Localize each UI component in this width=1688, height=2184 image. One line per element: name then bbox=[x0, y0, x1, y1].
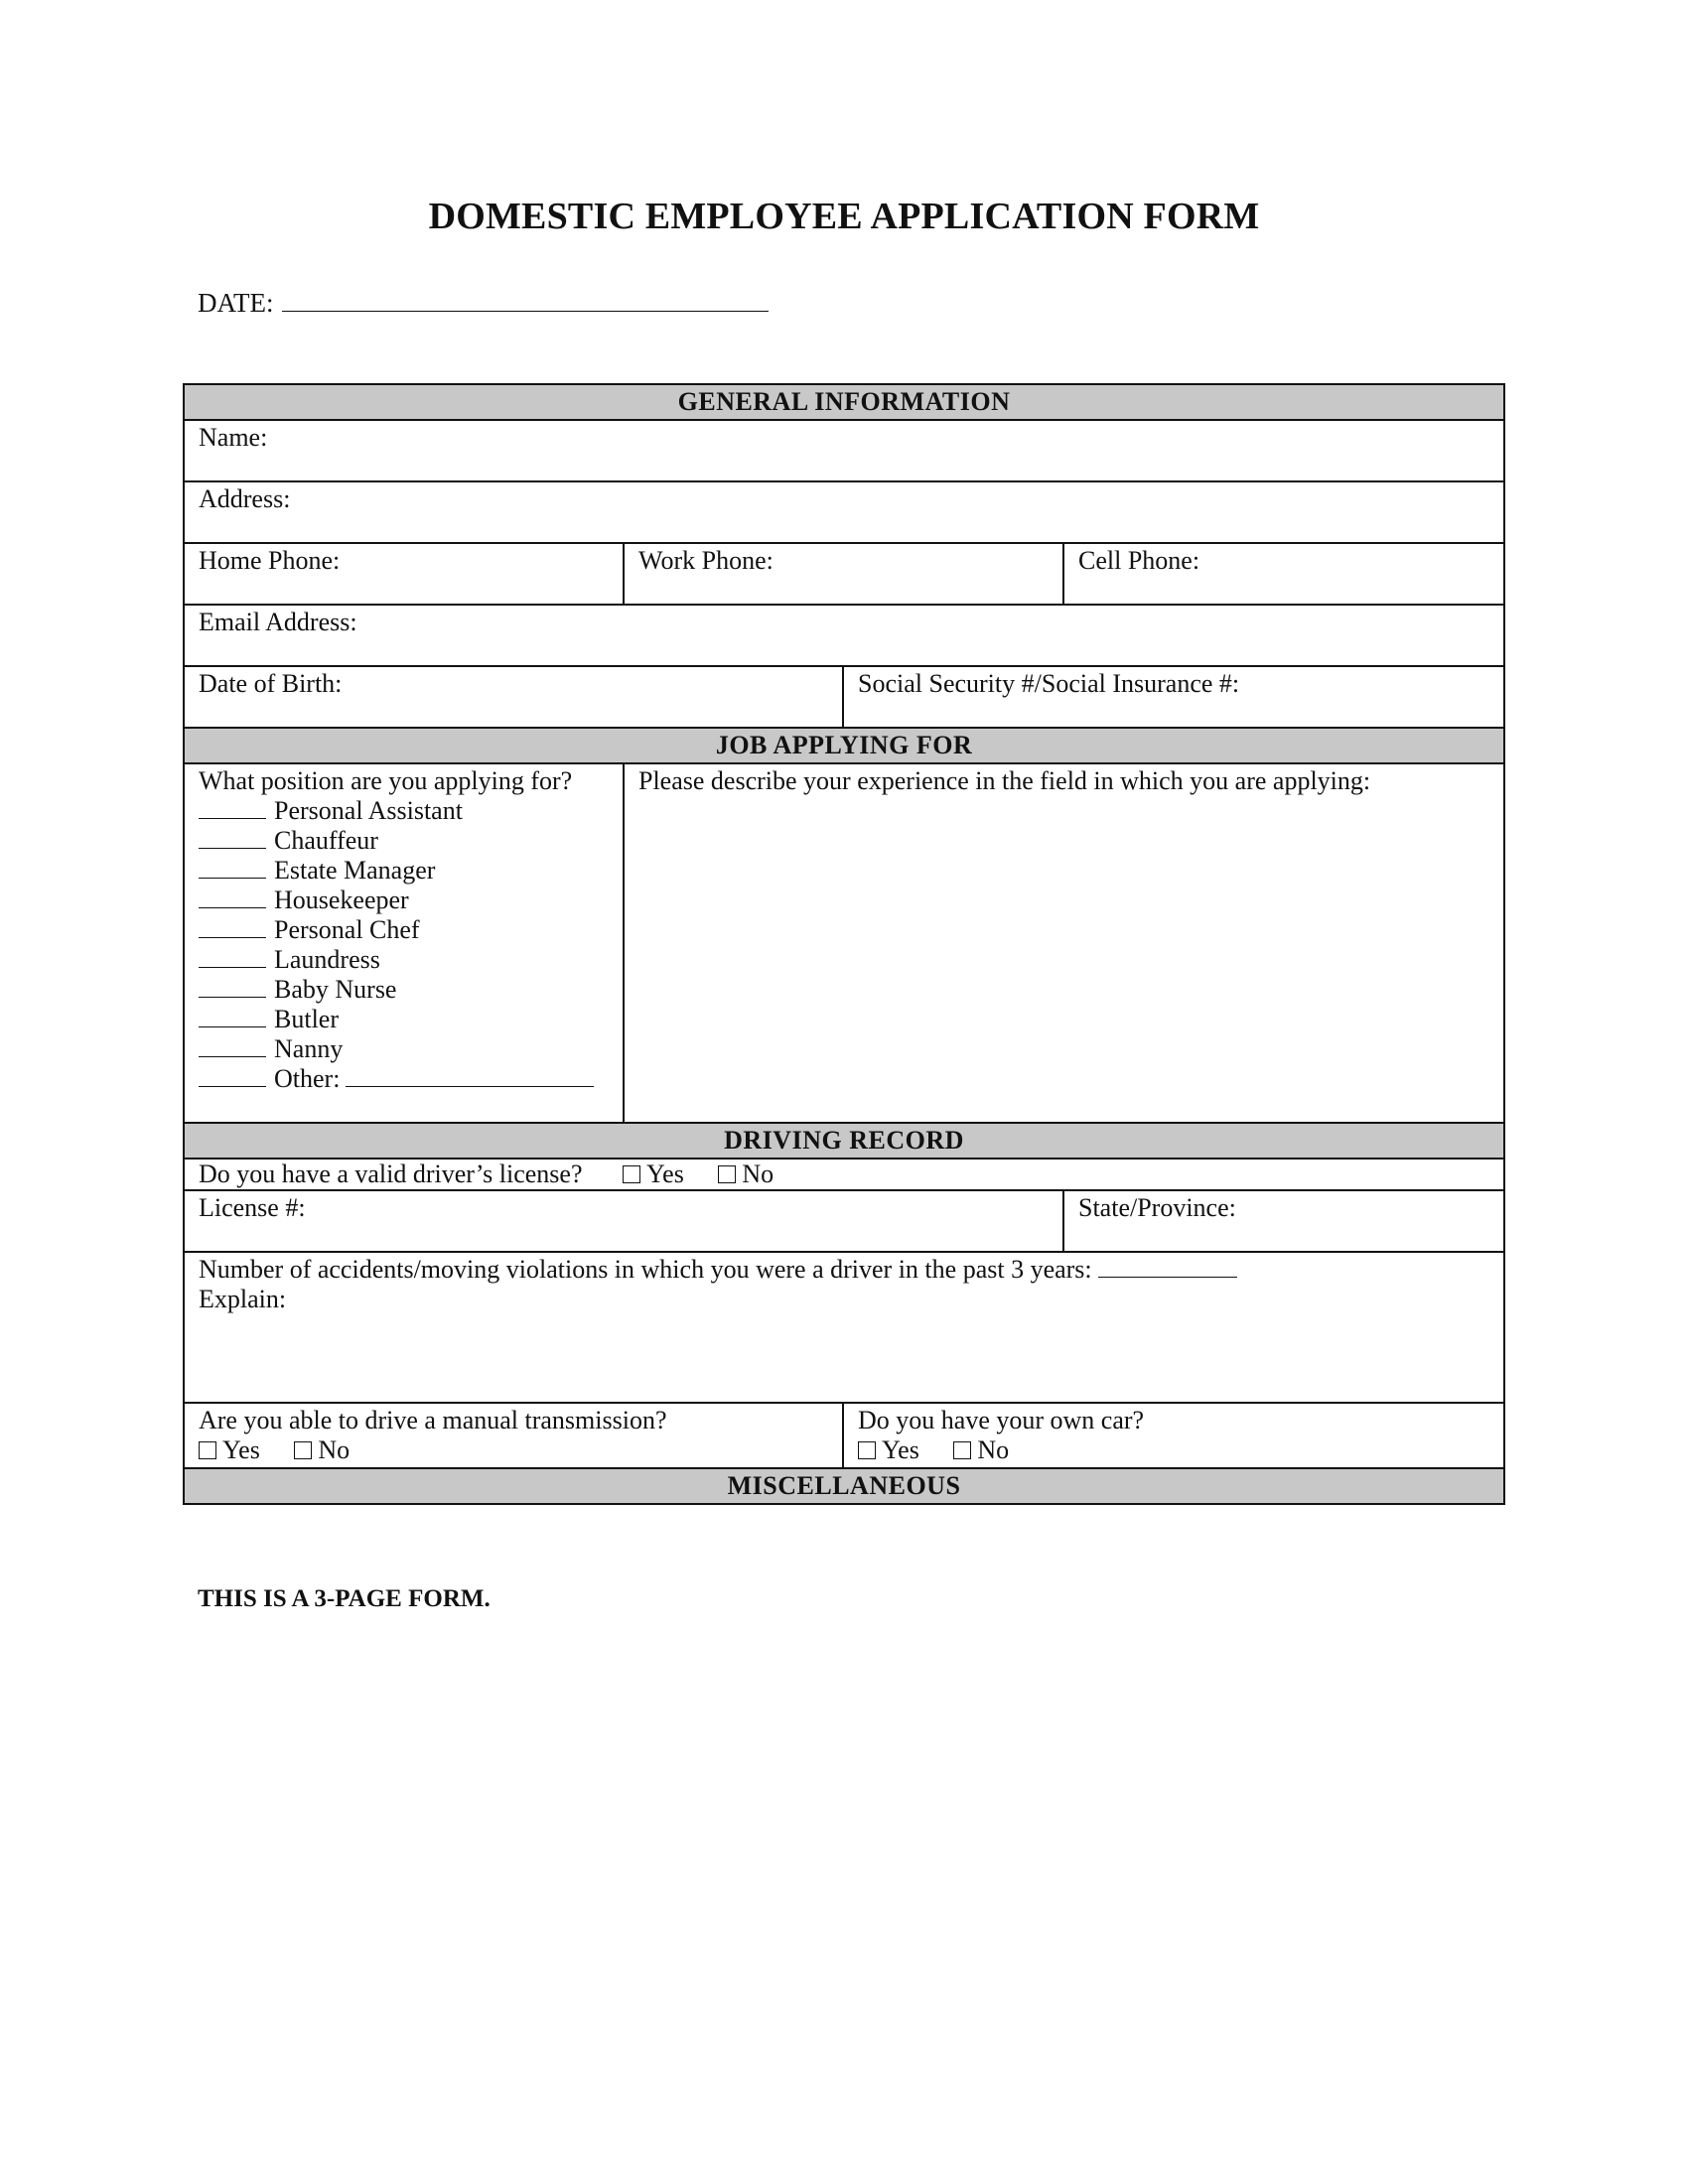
position-label: Personal Chef bbox=[274, 915, 420, 944]
form-title: DOMESTIC EMPLOYEE APPLICATION FORM bbox=[428, 196, 1260, 237]
manual-transmission-question: Are you able to drive a manual transmission? bbox=[199, 1406, 667, 1434]
cell-phone-field[interactable] bbox=[1063, 543, 1504, 605]
position-blank[interactable] bbox=[199, 1036, 266, 1057]
work-phone-field[interactable] bbox=[624, 543, 1063, 605]
own-car-yes-option[interactable] bbox=[858, 1435, 919, 1464]
position-blank[interactable] bbox=[199, 798, 266, 819]
license-yes-option[interactable] bbox=[623, 1160, 684, 1188]
position-cell bbox=[184, 763, 624, 1123]
checkbox-icon[interactable] bbox=[718, 1165, 736, 1183]
cell-phone-label: Cell Phone: bbox=[1078, 546, 1200, 575]
position-option-housekeeper[interactable] bbox=[199, 886, 609, 915]
no-label: No bbox=[742, 1160, 774, 1188]
position-option-baby-nurse[interactable] bbox=[199, 975, 609, 1005]
license-number-label: License #: bbox=[199, 1193, 306, 1222]
position-blank[interactable] bbox=[199, 917, 266, 938]
position-label: Nanny bbox=[274, 1034, 344, 1063]
position-option-other[interactable] bbox=[199, 1064, 609, 1094]
position-label: Housekeeper bbox=[274, 886, 409, 914]
experience-prompt: Please describe your experience in the field in which you are applying: bbox=[638, 766, 1371, 795]
page-count-note: THIS IS A 3-PAGE FORM. bbox=[198, 1585, 491, 1612]
manual-no-option[interactable] bbox=[294, 1435, 350, 1464]
experience-cell[interactable] bbox=[624, 763, 1504, 1123]
date-of-birth-field[interactable] bbox=[184, 666, 843, 728]
accidents-cell[interactable] bbox=[184, 1252, 1504, 1403]
work-phone-label: Work Phone: bbox=[638, 546, 774, 575]
general-information-header: GENERAL INFORMATION bbox=[184, 384, 1504, 420]
no-label: No bbox=[977, 1435, 1010, 1464]
address-field[interactable] bbox=[184, 481, 1504, 543]
checkbox-icon[interactable] bbox=[199, 1441, 216, 1459]
email-label: Email Address: bbox=[199, 608, 357, 636]
other-position-blank[interactable] bbox=[346, 1066, 594, 1087]
position-question: What position are you applying for? bbox=[199, 766, 573, 795]
own-car-no-option[interactable] bbox=[953, 1435, 1009, 1464]
name-label: Name: bbox=[199, 423, 268, 452]
position-blank[interactable] bbox=[199, 887, 266, 908]
checkbox-icon[interactable] bbox=[858, 1441, 876, 1459]
social-security-field[interactable] bbox=[843, 666, 1504, 728]
position-blank[interactable] bbox=[199, 858, 266, 879]
yes-label: Yes bbox=[222, 1435, 260, 1464]
no-label: No bbox=[318, 1435, 351, 1464]
position-option-personal-chef[interactable] bbox=[199, 915, 609, 945]
yes-label: Yes bbox=[646, 1160, 684, 1188]
driving-record-header: DRIVING RECORD bbox=[184, 1123, 1504, 1159]
address-label: Address: bbox=[199, 484, 291, 513]
position-label: Chauffeur bbox=[274, 826, 378, 855]
own-car-cell bbox=[843, 1403, 1504, 1468]
name-field[interactable] bbox=[184, 420, 1504, 481]
state-province-label: State/Province: bbox=[1078, 1193, 1236, 1222]
date-label: DATE: bbox=[198, 288, 274, 318]
license-question-row bbox=[184, 1159, 1504, 1190]
date-field bbox=[198, 288, 769, 319]
position-label: Laundress bbox=[274, 945, 380, 974]
license-number-field[interactable] bbox=[184, 1190, 1063, 1252]
position-option-laundress[interactable] bbox=[199, 945, 609, 975]
checkbox-icon[interactable] bbox=[294, 1441, 312, 1459]
manual-yes-option[interactable] bbox=[199, 1435, 260, 1464]
checkbox-icon[interactable] bbox=[953, 1441, 971, 1459]
position-option-estate-manager[interactable] bbox=[199, 856, 609, 886]
position-label: Other: bbox=[274, 1064, 341, 1093]
yes-label: Yes bbox=[882, 1435, 919, 1464]
license-question: Do you have a valid driver’s license? bbox=[199, 1160, 583, 1188]
social-security-label: Social Security #/Social Insurance #: bbox=[858, 669, 1240, 698]
position-option-personal-assistant[interactable] bbox=[199, 796, 609, 826]
accidents-count-blank[interactable] bbox=[1098, 1257, 1237, 1278]
position-label: Butler bbox=[274, 1005, 339, 1033]
position-blank[interactable] bbox=[199, 947, 266, 968]
own-car-question: Do you have your own car? bbox=[858, 1406, 1145, 1434]
checkbox-icon[interactable] bbox=[623, 1165, 640, 1183]
position-label: Estate Manager bbox=[274, 856, 436, 885]
home-phone-field[interactable] bbox=[184, 543, 624, 605]
application-form-table bbox=[183, 383, 1505, 1505]
position-blank[interactable] bbox=[199, 1007, 266, 1027]
email-field[interactable] bbox=[184, 605, 1504, 666]
explain-label: Explain: bbox=[199, 1285, 287, 1313]
job-applying-for-header: JOB APPLYING FOR bbox=[184, 728, 1504, 763]
position-blank[interactable] bbox=[199, 828, 266, 849]
position-option-butler[interactable] bbox=[199, 1005, 609, 1034]
accidents-question: Number of accidents/moving violations in which you were a driver in the past 3 years: bbox=[199, 1255, 1092, 1284]
miscellaneous-header: MISCELLANEOUS bbox=[184, 1468, 1504, 1504]
date-of-birth-label: Date of Birth: bbox=[199, 669, 343, 698]
position-label: Personal Assistant bbox=[274, 796, 463, 825]
position-option-nanny[interactable] bbox=[199, 1034, 609, 1064]
date-blank-line[interactable] bbox=[282, 289, 769, 312]
position-blank[interactable] bbox=[199, 1066, 266, 1087]
home-phone-label: Home Phone: bbox=[199, 546, 341, 575]
position-blank[interactable] bbox=[199, 977, 266, 998]
state-province-field[interactable] bbox=[1063, 1190, 1504, 1252]
accidents-question-line bbox=[199, 1255, 1489, 1285]
license-no-option[interactable] bbox=[718, 1160, 774, 1188]
position-option-chauffeur[interactable] bbox=[199, 826, 609, 856]
manual-transmission-cell bbox=[184, 1403, 843, 1468]
position-label: Baby Nurse bbox=[274, 975, 397, 1004]
